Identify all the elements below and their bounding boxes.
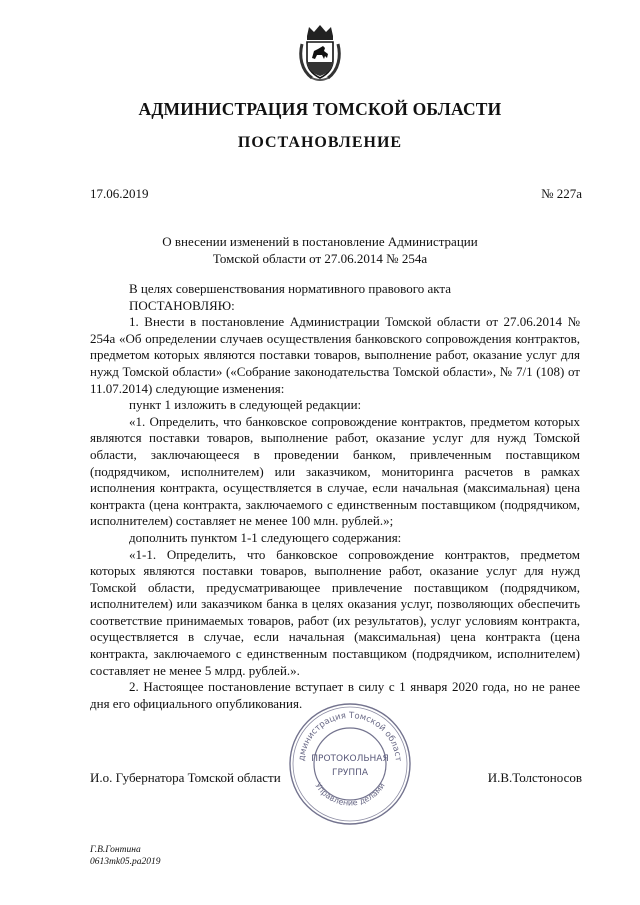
executor-file-code: 0613mk05.ра2019 [90,857,161,867]
document-body [90,281,580,712]
executor-name: Г.В.Гонтина [90,845,141,855]
subject-line-2: Томской области от 27.06.2014 № 254а [212,251,428,266]
tomsk-coat-of-arms-icon [298,24,342,82]
subject-line-1: О внесении изменений в постановление Администрации [162,234,478,249]
organization-title: АДМИНИСТРАЦИЯ ТОМСКОЙ ОБЛАСТИ [138,99,502,119]
document-date: 17.06.2019 [90,186,149,201]
svg-text:Управление делами [313,781,386,807]
signatory-position: И.о. Губернатора Томской области [90,770,281,785]
point-1-1-text: «1-1. Определить, что банковское сопровождение контрактов, предметом которых являются поставки товаров, выполнение работ, оказание услуг для нужд Томской области, предусматривающее привлечение поставщиком (подрядчиком, исполнителем) или заказчиком банка в целях оказания услуг, позволяющих обеспечить соответствие принимаемых товаров, работ (их результатов), услуг условиям контракта, осуществляется в случае, если начальная (максимальная) цена контракта (цена контракта, заключаемого с единственным поставщиком (подрядчиком, исполнителем) составляет не менее 5 млрд. рублей.». [90,546,580,678]
item-1: 1. Внести в постановление Администрации Томской области от 27.06.2014 № 254а «Об определении случаев осуществления банковского сопровождения контрактов, предметом которых являются поставки товаров, выполнение работ, оказание услуг для нужд Томской области» («Собрание законодательства Томской области», № 7/1 (108) от 11.07.2014) следующие изменения: [90,314,580,396]
stamp-outer-text: дминистрация Томской област [297,710,403,762]
signatory-name: И.В.Толстоносов [487,770,582,785]
stamp-center-line-1: ПРОТОКОЛЬНАЯ [311,754,389,764]
executor-block [90,844,160,868]
document-type: ПОСТАНОВЛЕНИЕ [237,134,403,151]
preamble: В целях совершенствования нормативного правового акта [129,281,452,296]
document-number: № 227а [541,186,582,201]
document-subject [0,233,640,267]
point-1-intro: пункт 1 изложить в следующей редакции: [129,397,362,413]
official-stamp [286,700,414,828]
stamp-bottom-text: Управление делами [313,781,387,808]
item-2: 2. Настоящее постановление вступает в силу с 1 января 2020 года, но не ранее дня его официального опубликования. [90,679,580,711]
decree-word: ПОСТАНОВЛЯЮ: [129,297,235,313]
point-1-1-intro: дополнить пунктом 1-1 следующего содержания: [129,529,402,545]
stamp-center-line-2: ГРУППА [331,768,369,778]
point-1-text: «1. Определить, что банковское сопровождение контрактов, предметом которых являются поставки товаров, выполнение работ, оказание услуг для нужд Томской области, заключающееся в проведении банком, привлеченным поставщиком (подрядчиком, исполнителем) или заказчиком, мониторинга расчетов в рамках исполнения контракта, осуществляется в случае, если начальная (максимальная) цена контракта (цена контракта, заключаемого с единственным поставщиком (подрядчиком, исполнителем) составляет не менее 100 млн. рублей.»; [90,413,580,529]
